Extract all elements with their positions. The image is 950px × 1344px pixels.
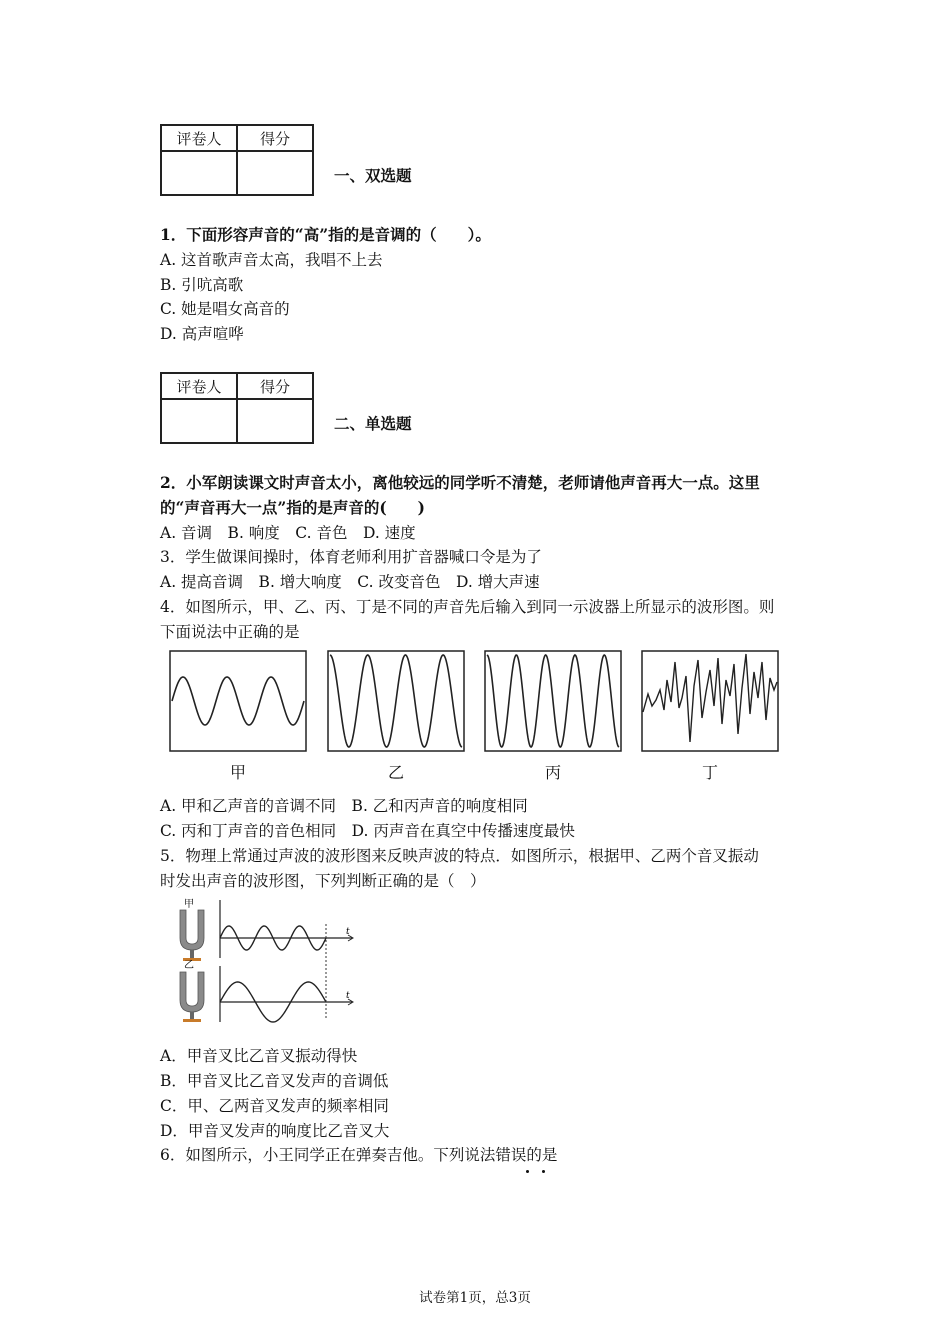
q2-stem-line1: 2．小军朗读课文时声音太小，离他较远的同学听不清楚，老师请他声音再大一点。这里 xyxy=(160,473,760,492)
wave-label-bing: 丙 xyxy=(544,763,561,782)
emphasis-dot xyxy=(542,1170,545,1173)
q4-options-line2: C. 丙和丁声音的音色相同 D. 丙声音在真空中传播速度最快 xyxy=(160,822,575,840)
fork-label-yi: 乙 xyxy=(184,960,194,971)
score-label: 得分 xyxy=(237,125,313,151)
q5-option-c: C．甲、乙两音叉发声的频率相同 xyxy=(160,1097,389,1115)
q1-option-b: B. 引吭高歌 xyxy=(160,276,244,294)
grader-label: 评卷人 xyxy=(161,373,237,399)
fork-label-jia: 甲 xyxy=(184,899,194,910)
q4-options-line1: A. 甲和乙声音的音调不同 B. 乙和丙声音的响度相同 xyxy=(160,797,528,815)
q1-option-c: C. 她是唱女高音的 xyxy=(160,300,290,318)
q2-stem-line2: 的“声音再大一点”指的是声音的( ) xyxy=(160,498,425,517)
q4-stem-line1: 4．如图所示，甲、乙、丙、丁是不同的声音先后输入到同一示波器上所显示的波形图。则 xyxy=(160,598,775,616)
q4-stem-line2: 下面说法中正确的是 xyxy=(160,623,300,641)
score-cell xyxy=(237,399,313,443)
score-label: 得分 xyxy=(237,373,313,399)
waveform-yi xyxy=(330,655,462,747)
section-title-2: 二、单选题 xyxy=(334,414,412,433)
axis-label-t-jia: t xyxy=(346,927,350,937)
tuning-fork-icon-jia xyxy=(180,910,204,961)
wave-label-ding: 丁 xyxy=(701,763,718,782)
wave-label-jia: 甲 xyxy=(229,763,246,782)
q1-stem: 1．下面形容声音的“高”指的是音调的（ ）。 xyxy=(160,225,491,244)
emphasis-dot xyxy=(526,1170,529,1173)
q5-option-a: A．甲音叉比乙音叉振动得快 xyxy=(160,1047,358,1065)
q2-options: A. 音调 B. 响度 C. 音色 D. 速度 xyxy=(160,524,416,542)
q3-stem: 3．学生做课间操时，体育老师利用扩音器喊口令是为了 xyxy=(160,548,542,566)
tuning-fork-icon-yi xyxy=(180,972,204,1022)
grader-label: 评卷人 xyxy=(161,125,237,151)
score-table-1 xyxy=(160,124,314,196)
q5-option-d: D．甲音叉发声的响度比乙音叉大 xyxy=(160,1122,390,1140)
q3-options: A. 提高音调 B. 增大响度 C. 改变音色 D. 增大声速 xyxy=(160,573,540,591)
tuning-fork-waveforms-figure xyxy=(170,898,360,1024)
oscilloscope-waveforms-figure xyxy=(168,650,784,754)
score-table-2 xyxy=(160,372,314,444)
waveform-jia xyxy=(172,677,304,725)
q1-option-a: A. 这首歌声音太高，我唱不上去 xyxy=(160,251,383,269)
q6-stem: 6．如图所示，小王同学正在弹奏吉他。下列说法错误的是 xyxy=(160,1146,558,1164)
grader-cell xyxy=(161,151,237,195)
q5-stem-line1: 5．物理上常通过声波的波形图来反映声波的特点．如图所示，根据甲、乙两个音叉振动 xyxy=(160,847,759,865)
q5-stem-line2: 时发出声音的波形图，下列判断正确的是（ ） xyxy=(160,872,486,890)
q1-option-d: D. 高声喧哗 xyxy=(160,325,244,343)
waveform-bing xyxy=(487,655,619,747)
wave-label-yi: 乙 xyxy=(387,763,404,782)
section-title-1: 一、双选题 xyxy=(334,166,412,185)
score-cell xyxy=(237,151,313,195)
waveform-ding xyxy=(643,654,777,742)
axis-label-t-yi: t xyxy=(346,991,350,1001)
q5-option-b: B．甲音叉比乙音叉发声的音调低 xyxy=(160,1072,389,1090)
grader-cell xyxy=(161,399,237,443)
page-footer: 试卷第1页，总3页 xyxy=(419,1290,531,1306)
